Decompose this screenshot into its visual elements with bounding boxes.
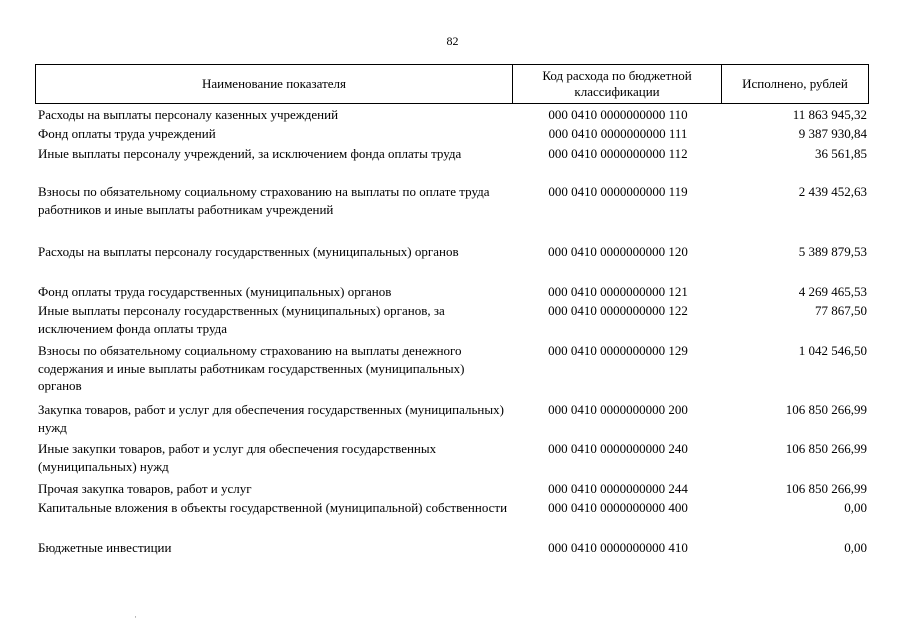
row-name: Расходы на выплаты персоналу государственных (муниципальных) органов (38, 244, 459, 259)
header-amount: Исполнено, рублей (742, 76, 848, 91)
row-name: Закупка товаров, работ и услуг для обеспечения государственных (муниципальных) нужд (38, 402, 504, 435)
scan-speck: · (134, 612, 137, 622)
header-name: Наименование показателя (36, 65, 513, 103)
row-amount: 4 269 465,53 (798, 284, 867, 299)
row-code: 000 0410 0000000000 129 (548, 343, 688, 358)
row-code: 000 0410 0000000000 240 (548, 441, 688, 456)
row-code: 000 0410 0000000000 112 (548, 146, 688, 161)
row-name: Иные выплаты персоналу государственных (муниципальных) органов, за исключением фонда оплаты труда (38, 303, 445, 336)
row-name: Иные выплаты персоналу учреждений, за исключением фонда оплаты труда (38, 146, 462, 161)
page-number: 82 (446, 34, 459, 48)
row-name: Расходы на выплаты персоналу казенных учреждений (38, 107, 339, 122)
row-amount: 36 561,85 (815, 146, 867, 161)
row-amount: 9 387 930,84 (798, 126, 867, 141)
row-code: 000 0410 0000000000 110 (548, 107, 688, 122)
row-amount: 106 850 266,99 (785, 441, 867, 456)
row-code: 000 0410 0000000000 400 (548, 500, 688, 515)
row-name: Иные закупки товаров, работ и услуг для обеспечения государственных (муниципальных) нужд (38, 441, 437, 474)
row-code: 000 0410 0000000000 119 (548, 184, 688, 199)
row-name: Фонд оплаты труда государственных (муниципальных) органов (38, 284, 392, 299)
table-header (35, 64, 869, 104)
row-code: 000 0410 0000000000 111 (548, 126, 688, 141)
row-name: Прочая закупка товаров, работ и услуг (38, 481, 252, 496)
row-name: Бюджетные инвестиции (38, 540, 172, 555)
row-amount: 11 863 945,32 (792, 107, 867, 122)
row-name: Капитальные вложения в объекты государственной (муниципальной) собственности (38, 500, 508, 515)
row-amount: 106 850 266,99 (785, 481, 867, 496)
row-code: 000 0410 0000000000 121 (548, 284, 688, 299)
row-amount: 77 867,50 (815, 303, 867, 318)
row-name: Взносы по обязательному социальному страхованию на выплаты по оплате труда работников и иные выплаты работникам учреждений (38, 184, 490, 217)
row-name: Фонд оплаты труда учреждений (38, 126, 216, 141)
row-amount: 0,00 (844, 500, 867, 515)
row-amount: 2 439 452,63 (798, 184, 867, 199)
row-code: 000 0410 0000000000 410 (548, 540, 688, 555)
row-code: 000 0410 0000000000 200 (548, 402, 688, 417)
row-amount: 5 389 879,53 (798, 244, 867, 259)
row-code: 000 0410 0000000000 120 (548, 244, 688, 259)
row-amount: 1 042 546,50 (798, 343, 867, 358)
row-name: Взносы по обязательному социальному страхованию на выплаты денежного содержания и иные выплаты работникам государственных (муниципальных) органов (38, 343, 465, 393)
header-code: Код расхода по бюджетной классификации (513, 65, 722, 103)
row-amount: 0,00 (844, 540, 867, 555)
row-code: 000 0410 0000000000 122 (548, 303, 688, 318)
row-code: 000 0410 0000000000 244 (548, 481, 688, 496)
row-amount: 106 850 266,99 (785, 402, 867, 417)
